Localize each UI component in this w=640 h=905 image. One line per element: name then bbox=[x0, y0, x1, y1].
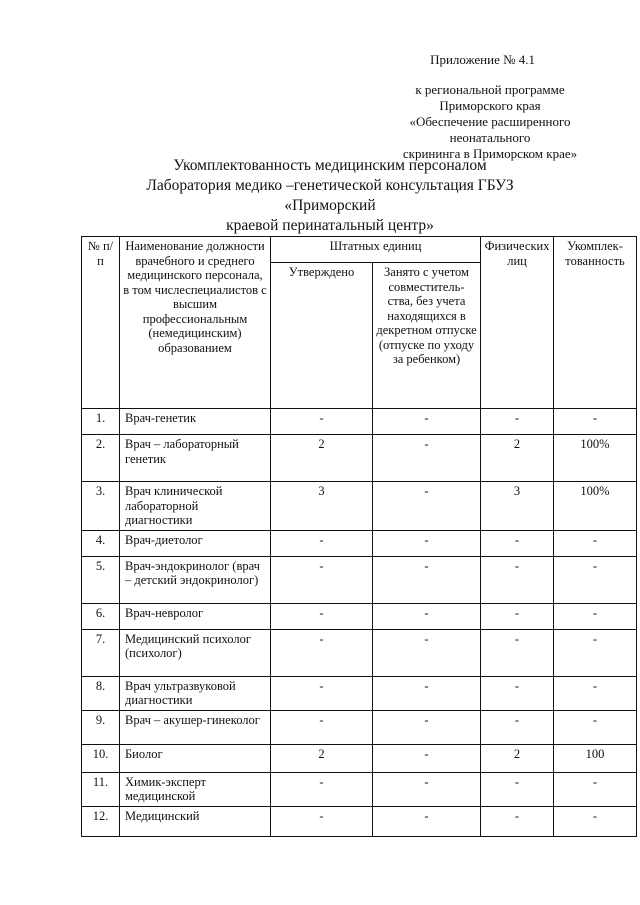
staffing-value: - bbox=[554, 710, 637, 744]
staffing-value: - bbox=[554, 409, 637, 435]
staffing-value: - bbox=[554, 556, 637, 603]
table-row bbox=[82, 676, 637, 710]
row-number: 1. bbox=[82, 409, 120, 435]
table-row bbox=[82, 806, 637, 836]
appendix-header bbox=[390, 52, 590, 162]
row-number: 5. bbox=[82, 556, 120, 603]
staffing-value: - bbox=[554, 806, 637, 836]
table-row bbox=[82, 556, 637, 603]
occupied-value: - bbox=[373, 435, 481, 482]
occupied-value: - bbox=[373, 482, 481, 531]
occupied-value: - bbox=[373, 603, 481, 629]
header-approved: Утверждено bbox=[271, 263, 373, 409]
occupied-value: - bbox=[373, 806, 481, 836]
title-line: краевой перинатальный центр» bbox=[226, 217, 434, 234]
position-name: Биолог bbox=[120, 744, 271, 772]
table-row bbox=[82, 603, 637, 629]
physical-value: - bbox=[481, 556, 554, 603]
occupied-value: - bbox=[373, 556, 481, 603]
row-number: 12. bbox=[82, 806, 120, 836]
program-line: «Обеспечение расширенного неонатального bbox=[409, 114, 571, 145]
staffing-value: - bbox=[554, 530, 637, 556]
program-line: к региональной программе bbox=[415, 82, 565, 97]
approved-value: - bbox=[271, 806, 373, 836]
occupied-value: - bbox=[373, 710, 481, 744]
approved-value: - bbox=[271, 710, 373, 744]
approved-value: - bbox=[271, 556, 373, 603]
occupied-value: - bbox=[373, 744, 481, 772]
row-number: 4. bbox=[82, 530, 120, 556]
position-name: Врач – акушер-гинеколог bbox=[120, 710, 271, 744]
staffing-value: - bbox=[554, 676, 637, 710]
header-physical: Физических лиц bbox=[481, 237, 554, 409]
approved-value: - bbox=[271, 603, 373, 629]
occupied-value: - bbox=[373, 629, 481, 676]
table-row bbox=[82, 409, 637, 435]
program-line: скрининга в Приморском крае» bbox=[402, 146, 578, 161]
program-line: Приморского края bbox=[439, 98, 541, 113]
header-staffing: Укомплек-тованность bbox=[554, 237, 637, 409]
physical-value: - bbox=[481, 772, 554, 806]
approved-value: - bbox=[271, 530, 373, 556]
physical-value: - bbox=[481, 530, 554, 556]
row-number: 2. bbox=[82, 435, 120, 482]
staffing-value: - bbox=[554, 629, 637, 676]
physical-value: - bbox=[481, 676, 554, 710]
table-row bbox=[82, 629, 637, 676]
position-name: Врач-генетик bbox=[120, 409, 271, 435]
table-row bbox=[82, 482, 637, 531]
header-num: № п/п bbox=[82, 237, 120, 409]
table-row bbox=[82, 744, 637, 772]
physical-value: 2 bbox=[481, 744, 554, 772]
position-name: Врач-невролог bbox=[120, 603, 271, 629]
row-number: 10. bbox=[82, 744, 120, 772]
physical-value: 2 bbox=[481, 435, 554, 482]
occupied-value: - bbox=[373, 676, 481, 710]
row-number: 6. bbox=[82, 603, 120, 629]
position-name: Химик-эксперт медицинской bbox=[120, 772, 271, 806]
row-number: 8. bbox=[82, 676, 120, 710]
staffing-value: 100% bbox=[554, 482, 637, 531]
physical-value: 3 bbox=[481, 482, 554, 531]
table-row bbox=[82, 435, 637, 482]
approved-value: - bbox=[271, 409, 373, 435]
physical-value: - bbox=[481, 409, 554, 435]
document-title bbox=[120, 156, 540, 236]
row-number: 7. bbox=[82, 629, 120, 676]
staffing-value: 100% bbox=[554, 435, 637, 482]
header-staff-units: Штатных единиц bbox=[271, 237, 481, 263]
approved-value: 3 bbox=[271, 482, 373, 531]
header-position: Наименование должности врачебного и среднего медицинского персонала, в том числеспециалистов с высшим профессиональным (немедицинским) образованием bbox=[120, 237, 271, 409]
position-name: Врач клинической лабораторной диагностики bbox=[120, 482, 271, 531]
position-name: Врач – лабораторный генетик bbox=[120, 435, 271, 482]
physical-value: - bbox=[481, 629, 554, 676]
row-number: 9. bbox=[82, 710, 120, 744]
row-number: 11. bbox=[82, 772, 120, 806]
occupied-value: - bbox=[373, 530, 481, 556]
occupied-value: - bbox=[373, 772, 481, 806]
row-number: 3. bbox=[82, 482, 120, 531]
table-row bbox=[82, 530, 637, 556]
approved-value: - bbox=[271, 629, 373, 676]
position-name: Медицинский bbox=[120, 806, 271, 836]
table-row bbox=[82, 710, 637, 744]
title-line: Укомплектованность медицинским персоналом bbox=[173, 157, 487, 174]
occupied-value: - bbox=[373, 409, 481, 435]
approved-value: 2 bbox=[271, 744, 373, 772]
physical-value: - bbox=[481, 806, 554, 836]
physical-value: - bbox=[481, 710, 554, 744]
staffing-value: - bbox=[554, 772, 637, 806]
staffing-value: 100 bbox=[554, 744, 637, 772]
staffing-table bbox=[81, 236, 637, 837]
position-name: Медицинский психолог (психолог) bbox=[120, 629, 271, 676]
header-occupied: Занято с учетом совместитель-ства, без учета находящихся в декретном отпуске (отпуске по уходу за ребенком) bbox=[373, 263, 481, 409]
staffing-value: - bbox=[554, 603, 637, 629]
approved-value: - bbox=[271, 676, 373, 710]
position-name: Врач ультразвуковой диагностики bbox=[120, 676, 271, 710]
approved-value: 2 bbox=[271, 435, 373, 482]
appendix-number: Приложение № 4.1 bbox=[430, 52, 535, 67]
title-line: Лаборатория медико –генетической консультация ГБУЗ «Приморский bbox=[146, 177, 514, 214]
approved-value: - bbox=[271, 772, 373, 806]
table-row bbox=[82, 772, 637, 806]
physical-value: - bbox=[481, 603, 554, 629]
appendix-program bbox=[390, 82, 590, 162]
position-name: Врач-эндокринолог (врач – детский эндокринолог) bbox=[120, 556, 271, 603]
position-name: Врач-диетолог bbox=[120, 530, 271, 556]
